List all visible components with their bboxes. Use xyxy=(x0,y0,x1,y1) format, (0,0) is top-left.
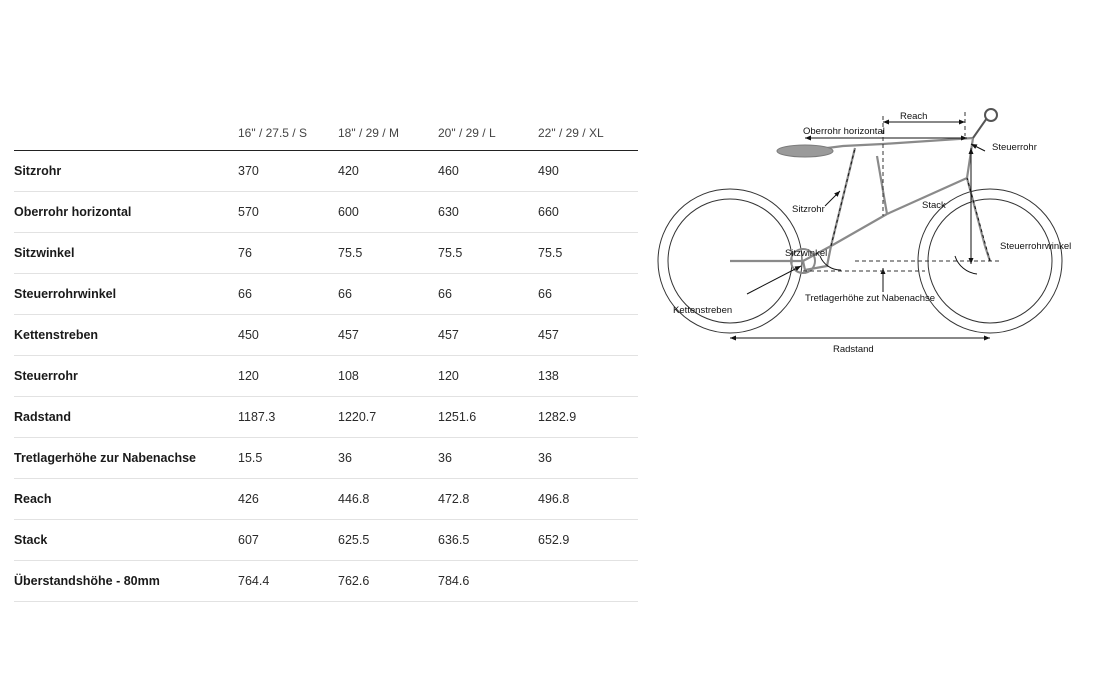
column-header-size-s: 16" / 27.5 / S xyxy=(238,126,307,140)
bike-geometry-diagram xyxy=(655,96,1105,386)
handlebar-icon xyxy=(973,109,997,138)
table-row xyxy=(14,356,638,397)
row-value: 636.5 xyxy=(438,533,470,547)
label-sitzwinkel: Sitzwinkel xyxy=(785,248,828,259)
label-sitzrohr: Sitzrohr xyxy=(792,204,825,215)
row-label: Oberrohr horizontal xyxy=(14,205,132,219)
table-row xyxy=(14,479,638,520)
label-stack: Stack xyxy=(922,200,946,211)
row-label: Stack xyxy=(14,533,48,547)
row-value: 607 xyxy=(238,533,259,547)
row-value: 420 xyxy=(338,164,359,178)
row-value: 36 xyxy=(338,451,352,465)
table-row xyxy=(14,315,638,356)
row-value: 370 xyxy=(238,164,259,178)
row-value: 36 xyxy=(538,451,552,465)
geometry-table xyxy=(14,104,638,602)
row-value: 1220.7 xyxy=(338,410,377,424)
row-value: 76 xyxy=(238,246,252,260)
row-value: 426 xyxy=(238,492,259,506)
row-value: 764.4 xyxy=(238,574,270,588)
row-value: 600 xyxy=(338,205,359,219)
table-body xyxy=(14,151,638,602)
row-value: 120 xyxy=(238,369,259,383)
row-value: 15.5 xyxy=(238,451,263,465)
row-value: 75.5 xyxy=(538,246,563,260)
table-header-row xyxy=(14,104,638,151)
table-row xyxy=(14,274,638,315)
label-steuerrohrwinkel: Steuerrohrwinkel xyxy=(1000,241,1072,252)
table-row xyxy=(14,233,638,274)
table-row xyxy=(14,192,638,233)
row-value: 457 xyxy=(338,328,359,342)
row-value: 450 xyxy=(238,328,259,342)
row-label: Kettenstreben xyxy=(14,328,99,342)
row-value: 762.6 xyxy=(338,574,370,588)
table-row xyxy=(14,397,638,438)
row-value: 460 xyxy=(438,164,459,178)
row-value: 472.8 xyxy=(438,492,470,506)
row-value: 66 xyxy=(538,287,552,301)
row-value: 457 xyxy=(438,328,459,342)
row-value: 66 xyxy=(438,287,452,301)
saddle-icon xyxy=(777,145,833,157)
table-header xyxy=(14,104,638,151)
row-value: 66 xyxy=(238,287,252,301)
row-value: 457 xyxy=(538,328,559,342)
table-row xyxy=(14,151,638,192)
row-value: 570 xyxy=(238,205,259,219)
row-value: 1187.3 xyxy=(238,410,276,424)
row-label: Steuerrohr xyxy=(14,369,78,383)
row-value: 75.5 xyxy=(438,246,463,260)
table-row xyxy=(14,520,638,561)
row-value: 660 xyxy=(538,205,559,219)
label-steuerrohr: Steuerrohr xyxy=(992,142,1037,153)
label-kettenstreben: Kettenstreben xyxy=(673,305,733,316)
row-value: 1282.9 xyxy=(538,410,577,424)
row-label: Radstand xyxy=(14,410,71,424)
label-tretlagerhoehe: Tretlagerhöhe zut Nabenachse xyxy=(805,293,936,304)
row-value: 108 xyxy=(338,369,359,383)
row-value: 446.8 xyxy=(338,492,370,506)
row-value: 652.9 xyxy=(538,533,570,547)
row-value: 496.8 xyxy=(538,492,570,506)
row-label: Überstandshöhe - 80mm xyxy=(14,574,160,588)
column-header-size-m: 18" / 29 / M xyxy=(338,126,399,140)
row-label: Sitzwinkel xyxy=(14,246,75,260)
row-value: 120 xyxy=(438,369,459,383)
row-label: Reach xyxy=(14,492,52,506)
row-value: 490 xyxy=(538,164,559,178)
row-value: 625.5 xyxy=(338,533,370,547)
row-value: 784.6 xyxy=(438,574,470,588)
label-oberrohr-horizontal: Oberrohr horizontal xyxy=(803,126,885,137)
label-reach: Reach xyxy=(900,111,928,122)
column-header-size-xl: 22" / 29 / XL xyxy=(538,126,604,140)
column-header-size-l: 20" / 29 / L xyxy=(438,126,496,140)
row-value: 630 xyxy=(438,205,459,219)
row-label: Sitzrohr xyxy=(14,164,62,178)
frame-outline xyxy=(730,138,990,270)
row-value: 75.5 xyxy=(338,246,363,260)
column-header-measure xyxy=(14,104,238,151)
row-value: 138 xyxy=(538,369,559,383)
table-row xyxy=(14,561,638,602)
row-value xyxy=(538,561,638,602)
row-label: Tretlagerhöhe zur Nabenachse xyxy=(14,451,197,465)
row-label: Steuerrohrwinkel xyxy=(14,287,117,301)
label-radstand: Radstand xyxy=(833,344,874,355)
row-value: 66 xyxy=(338,287,352,301)
row-value: 1251.6 xyxy=(438,410,477,424)
table-row xyxy=(14,438,638,479)
row-value: 36 xyxy=(438,451,452,465)
